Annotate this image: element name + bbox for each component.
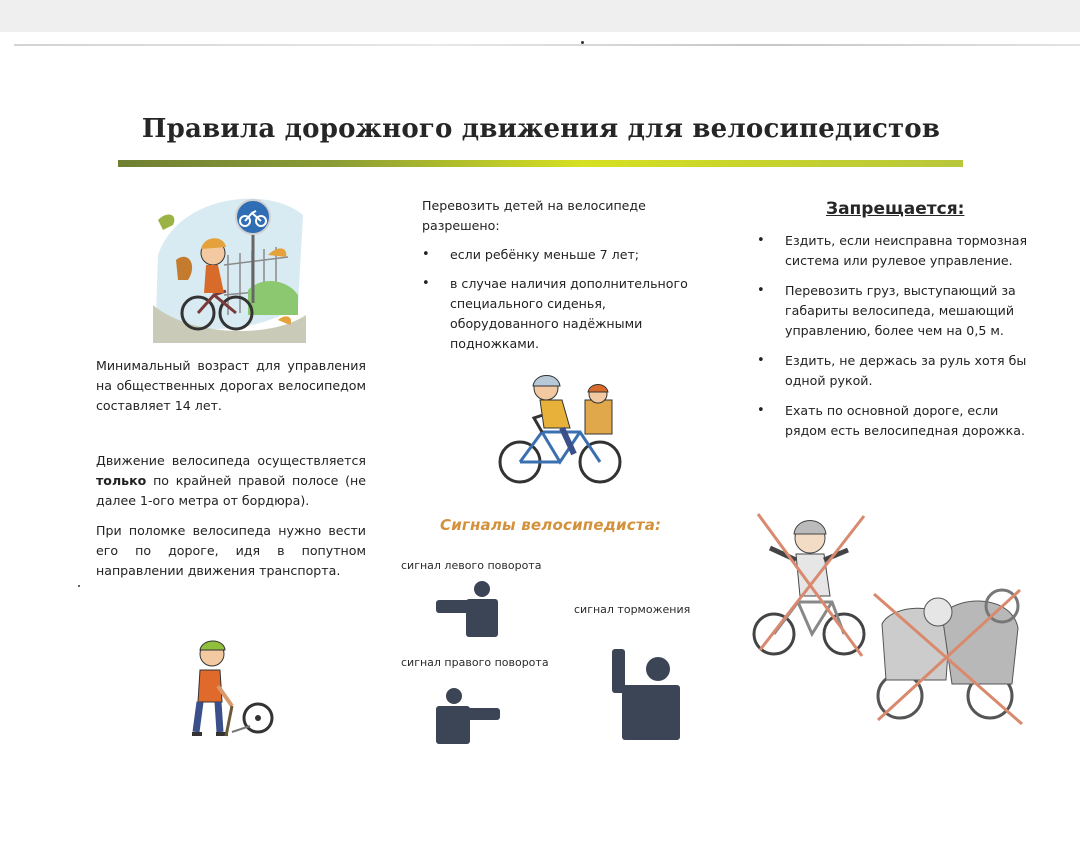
- cyclist-with-sign-illustration: [148, 185, 308, 345]
- left-turn-signal-figure: [436, 580, 502, 638]
- title-underline-bar: [118, 160, 963, 167]
- movement-rule-emphasis: только: [96, 473, 147, 488]
- children-transport-intro: Перевозить детей на велосипеде разрешено:: [422, 198, 646, 233]
- viewer-top-bar: [0, 0, 1080, 32]
- list-item: • Перевозить груз, выступающий за габариты велосипеда, мешающий управлению, более чем на 0,5 м.: [757, 281, 1032, 341]
- list-item: • Ехать по основной дороге, если рядом есть велосипедная дорожка.: [757, 401, 1032, 441]
- breakdown-rule-text: При поломке велосипеда нужно вести его по дороге, идя в попутном направлении движения транспорта.: [96, 523, 366, 578]
- list-item: • Ездить, не держась за руль хотя бы одной рукой.: [757, 351, 1032, 391]
- forbidden-list: [757, 231, 1032, 441]
- brake-signal-label: сигнал торможения: [574, 603, 691, 616]
- movement-rule-start: Движение велосипеда осуществляется: [96, 453, 366, 468]
- movement-rule-end: по крайней правой полосе (не далее 1-ого метра от бордюра).: [96, 473, 367, 508]
- brake-signal-figure: [610, 649, 682, 741]
- crossed-overloaded-bike-illustration: [872, 584, 1024, 726]
- movement-rule-text: [96, 451, 366, 511]
- list-item: • Ездить, если неисправна тормозная система или рулевое управление.: [757, 231, 1032, 271]
- age-rule-text: Минимальный возраст для управления на общественных дорогах велосипедом составляет 14 лет.: [96, 358, 366, 413]
- scan-edge-line: [14, 44, 1080, 46]
- list-item: • в случае наличия дополнительного специального сиденья, оборудованного надёжными подножками.: [422, 274, 692, 354]
- scan-speck: [581, 41, 584, 44]
- broken-bike-cyclist-illustration: [172, 636, 282, 744]
- signals-heading: Сигналы велосипедиста:: [440, 516, 662, 534]
- right-turn-signal-label: сигнал правого поворота: [401, 656, 549, 669]
- right-turn-signal-figure: [434, 688, 502, 744]
- children-transport-list: [422, 245, 692, 354]
- forbidden-heading: Запрещается:: [826, 199, 965, 219]
- page-title: Правила дорожного движения для велосипедистов: [141, 114, 941, 144]
- bike-with-child-seat-illustration: [490, 370, 630, 485]
- left-turn-signal-label: сигнал левого поворота: [401, 559, 542, 572]
- scan-speck: [78, 585, 80, 587]
- list-item: • если ребёнку меньше 7 лет;: [422, 245, 692, 265]
- crossed-no-hands-cyclist-illustration: [752, 510, 872, 660]
